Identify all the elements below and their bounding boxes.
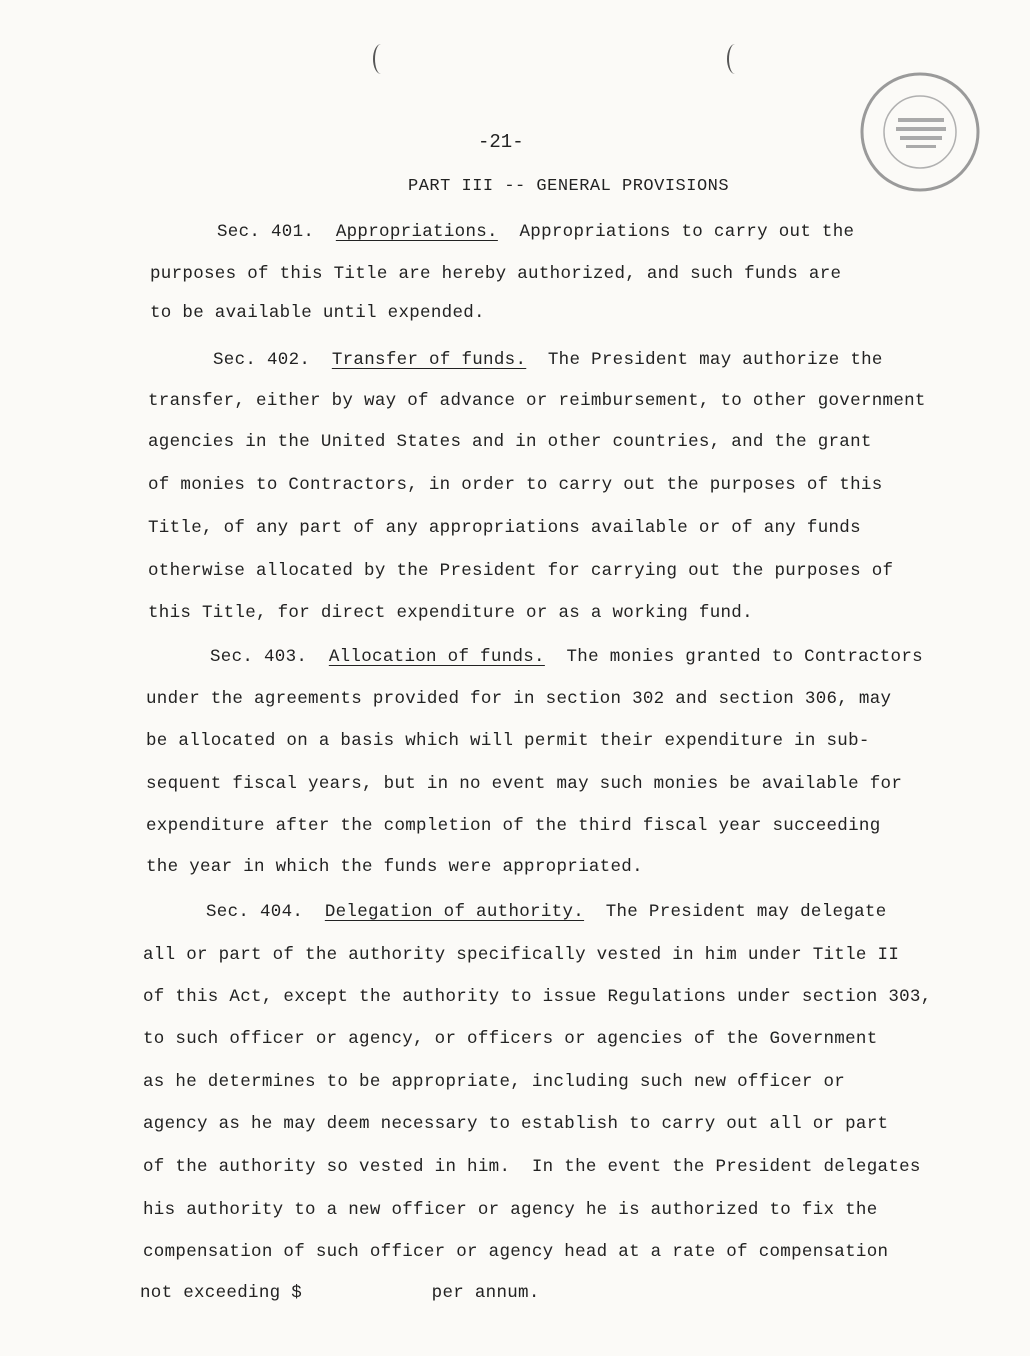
section-text-line: agencies in the United States and in other countries, and the grant	[148, 432, 872, 452]
section-text-line: agency as he may deem necessary to establish to carry out all or part	[143, 1114, 889, 1134]
section-text-line: as he determines to be appropriate, including such new officer or	[143, 1072, 846, 1092]
section-text: Appropriations to carry out the	[519, 222, 855, 242]
section-404-first-line	[206, 902, 887, 922]
page-number: -21-	[478, 131, 524, 153]
section-number: Sec. 403.	[210, 647, 308, 667]
section-text-line: not exceeding $ per annum.	[140, 1283, 540, 1303]
section-number: Sec. 404.	[206, 902, 304, 922]
section-text-line: all or part of the authority specifically vested in him under Title II	[143, 945, 900, 965]
section-text-line: his authority to a new officer or agency he is authorized to fix the	[143, 1200, 878, 1220]
section-text-line: under the agreements provided for in section 302 and section 306, may	[146, 689, 892, 709]
punch-hole-left	[373, 44, 389, 74]
section-text-line: otherwise allocated by the President for carrying out the purposes of	[148, 561, 894, 581]
section-heading: Delegation of authority.	[324, 902, 585, 922]
section-text-line: sequent fiscal years, but in no event may such monies be available for	[146, 774, 903, 794]
section-text-line: of this Act, except the authority to issue Regulations under section 303,	[143, 987, 932, 1007]
section-text-line: of monies to Contractors, in order to carry out the purposes of this	[148, 475, 883, 495]
section-text-line: be allocated on a basis which will permit their expenditure in sub-	[146, 731, 870, 751]
section-text-line: to such officer or agency, or officers or agencies of the Government	[143, 1029, 878, 1049]
section-heading: Appropriations.	[335, 222, 498, 242]
section-text-line: this Title, for direct expenditure or as a working fund.	[148, 603, 753, 623]
section-402-first-line	[213, 350, 883, 370]
section-text-line: purposes of this Title are hereby authorized, and such funds are	[150, 264, 842, 284]
section-text-line: transfer, either by way of advance or reimbursement, to other government	[148, 391, 926, 411]
section-text-line: expenditure after the completion of the third fiscal year succeeding	[146, 816, 881, 836]
section-text: The President may delegate	[605, 902, 887, 922]
section-heading: Allocation of funds.	[328, 647, 545, 667]
section-403-first-line	[210, 647, 923, 667]
section-text-line: to be available until expended.	[150, 303, 485, 323]
section-text-line: Title, of any part of any appropriations available or of any funds	[148, 518, 861, 538]
section-number: Sec. 402.	[213, 350, 311, 370]
section-text-line: compensation of such officer or agency head at a rate of compensation	[143, 1242, 889, 1262]
library-stamp	[858, 70, 982, 194]
section-text: The President may authorize the	[547, 350, 883, 370]
section-401-first-line	[217, 222, 854, 242]
section-heading: Transfer of funds.	[331, 350, 527, 370]
section-text-line: of the authority so vested in him. In the event the President delegates	[143, 1157, 921, 1177]
punch-hole-right	[727, 44, 743, 74]
section-text: The monies granted to Contractors	[566, 647, 923, 667]
part-title: PART III -- GENERAL PROVISIONS	[408, 177, 730, 196]
section-text-line: the year in which the funds were appropriated.	[146, 857, 643, 877]
section-number: Sec. 401.	[217, 222, 315, 242]
